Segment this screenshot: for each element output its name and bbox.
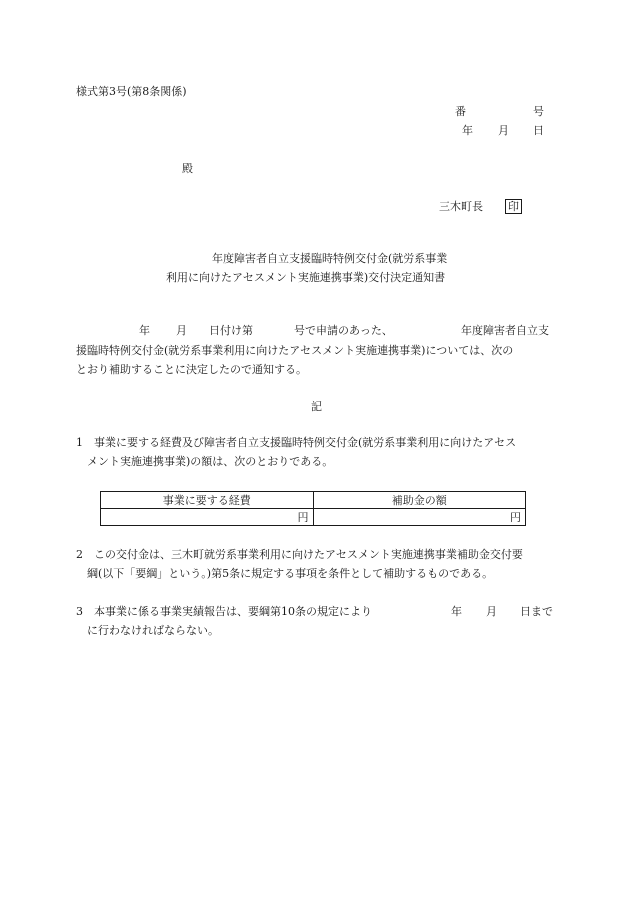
document-number-prefix: 番 xyxy=(455,105,466,118)
table-header-cost: 事業に要する経費 xyxy=(101,492,314,509)
item-1-line-2: メント実施連携事業)の額は、次のとおりである。 xyxy=(87,455,334,468)
body-day-number: 日付け第 xyxy=(209,324,253,337)
body-request-text: 号で申請のあった、 xyxy=(294,324,393,337)
item-1-line-1: 1 事業に要する経費及び障害者自立支援臨時特例交付金(就労系事業利用に向けたアセス xyxy=(76,436,517,449)
document-title-line-2: 利用に向けたアセスメント実施連携事業)交付決定通知書 xyxy=(166,271,446,284)
item-3-line-2: に行わなければならない。 xyxy=(87,624,219,637)
issue-date-year: 年 xyxy=(462,124,473,137)
item-3-year: 年 xyxy=(451,605,462,618)
issue-date-day: 日 xyxy=(533,124,544,137)
document-number-suffix: 号 xyxy=(533,105,544,118)
addressee-honorific: 殿 xyxy=(182,162,193,175)
table-header-subsidy: 補助金の額 xyxy=(313,492,526,509)
issue-date-month: 月 xyxy=(498,124,509,137)
table-header-row xyxy=(101,492,526,509)
issuer-block xyxy=(439,199,522,214)
body-line-2: 援臨時特例交付金(就労系事業利用に向けたアセスメント実施連携事業)については、次の xyxy=(76,344,514,357)
body-line-3: とおり補助することに決定したので通知する。 xyxy=(76,363,307,376)
item-2-line-2: 綱(以下「要綱」という。)第5条に規定する事項を条件として補助するものである。 xyxy=(87,567,494,580)
item-3-day: 日まで xyxy=(520,605,553,618)
ki-heading: 記 xyxy=(311,400,322,413)
body-fiscal-year-text: 年度障害者自立支 xyxy=(461,324,549,337)
table-cell-subsidy-unit: 円 xyxy=(313,509,526,526)
document-title-line-1: 年度障害者自立支援臨時特例交付金(就労系事業 xyxy=(212,252,448,265)
table-row xyxy=(101,509,526,526)
item-3-month: 月 xyxy=(486,605,497,618)
amount-table xyxy=(100,491,526,526)
item-3-line-1: 3 本事業に係る事業実績報告は、要綱第10条の規定により xyxy=(76,605,372,618)
form-number-label: 様式第3号(第8条関係) xyxy=(76,85,187,98)
body-month: 月 xyxy=(176,324,187,337)
issuer-name: 三木町長 xyxy=(439,200,483,213)
item-2-line-1: 2 この交付金は、三木町就労系事業利用に向けたアセスメント実施連携事業補助金交付要 xyxy=(76,548,523,561)
table-cell-cost-unit: 円 xyxy=(101,509,314,526)
body-year: 年 xyxy=(139,324,150,337)
seal-stamp: 印 xyxy=(505,199,522,214)
